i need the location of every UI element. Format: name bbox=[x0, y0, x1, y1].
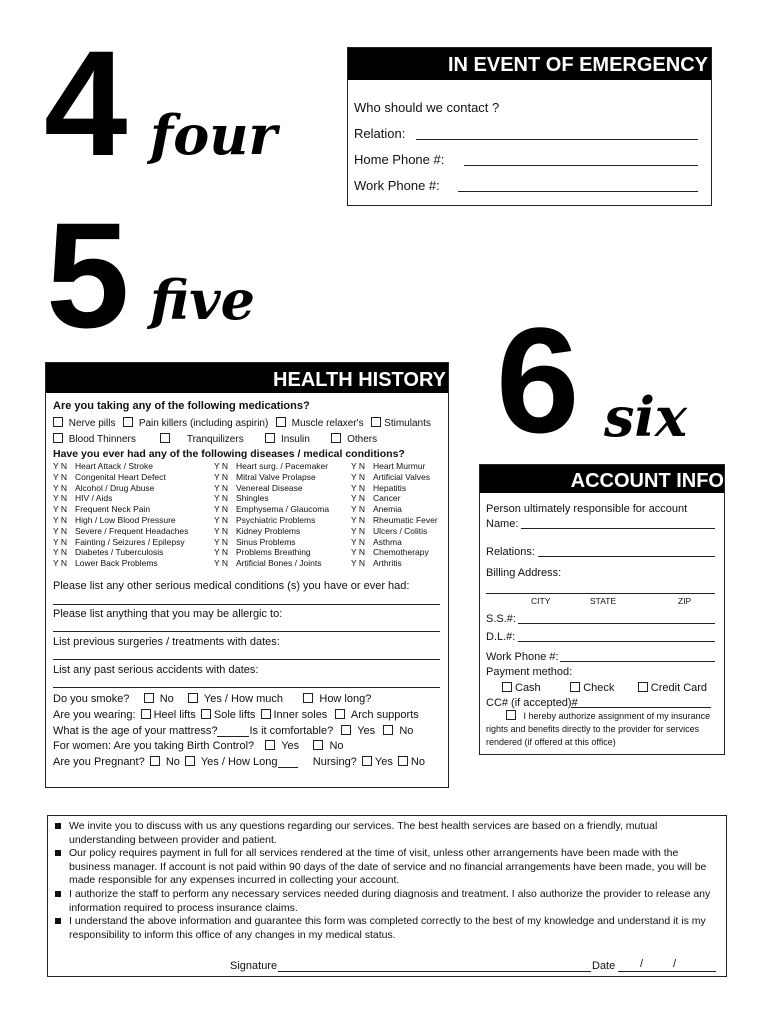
condition-row bbox=[53, 515, 188, 526]
tranquilizers-label: Tranquilizers bbox=[186, 434, 244, 445]
condition-row bbox=[53, 493, 188, 504]
condition-label: Lower Back Problems bbox=[75, 558, 158, 569]
signature-label: Signature bbox=[230, 960, 278, 972]
yes-no-selector[interactable]: Y N bbox=[351, 547, 366, 558]
yes-no-selector[interactable]: Y N bbox=[351, 525, 366, 536]
condition-label: Diabetes / Tuberculosis bbox=[75, 547, 164, 558]
stimulants-checkbox[interactable] bbox=[371, 417, 381, 427]
others-checkbox[interactable] bbox=[331, 433, 341, 443]
pregnant-yes-checkbox[interactable] bbox=[185, 756, 195, 766]
condition-row bbox=[351, 558, 438, 569]
comfortable-yes-label: Yes bbox=[357, 725, 376, 737]
agreement-item bbox=[55, 888, 715, 915]
payment-method-label: Payment method: bbox=[486, 666, 573, 678]
smoke-long-label: How long? bbox=[319, 693, 372, 705]
condition-label: Cancer bbox=[373, 493, 401, 504]
bullet-square-icon bbox=[55, 918, 61, 924]
yes-no-selector[interactable]: Y N bbox=[53, 482, 68, 493]
agreement-text: I understand the above information and guarantee this form was completed correctly to the best of my knowledge and understand it is my responsibility to inform this office of any changes in my medical status. bbox=[69, 915, 706, 941]
condition-label: Frequent Neck Pain bbox=[75, 504, 151, 515]
bullet-square-icon bbox=[55, 850, 61, 856]
condition-label: Rheumatic Fever bbox=[373, 514, 438, 525]
emergency-box bbox=[347, 47, 712, 206]
section-word-six: six bbox=[604, 385, 688, 449]
condition-label: Alcohol / Drug Abuse bbox=[75, 482, 155, 493]
dl-field[interactable] bbox=[518, 641, 715, 642]
account-info-box bbox=[479, 464, 725, 755]
nerve-pills-label: Nerve pills bbox=[68, 418, 116, 429]
yes-no-selector[interactable]: Y N bbox=[214, 514, 229, 525]
condition-row bbox=[53, 526, 188, 537]
agreement-box bbox=[47, 815, 727, 977]
ss-field[interactable] bbox=[518, 623, 715, 624]
condition-label: Artificial Valves bbox=[373, 471, 430, 482]
section-number-6: 6 bbox=[496, 296, 580, 464]
accidents-field[interactable] bbox=[53, 687, 440, 688]
condition-label: Asthma bbox=[373, 536, 402, 547]
condition-label: Arthritis bbox=[373, 558, 402, 569]
pregnant-yes-label: Yes / How Long bbox=[200, 756, 278, 768]
condition-row bbox=[214, 493, 329, 504]
authorize-text: I hereby authorize assignment of my insurance rights and benefits directly to the provider for services rendered (if offered at this office) bbox=[486, 711, 711, 747]
account-name-label: Name: bbox=[486, 518, 519, 530]
yes-no-selector[interactable]: Y N bbox=[53, 558, 68, 569]
sole-lifts-checkbox[interactable] bbox=[201, 709, 211, 719]
yes-no-selector[interactable]: Y N bbox=[351, 514, 366, 525]
condition-row bbox=[53, 472, 188, 483]
condition-row bbox=[53, 547, 188, 558]
stimulants-label: Stimulants bbox=[384, 418, 431, 429]
smoke-question: Do you smoke? bbox=[53, 693, 130, 705]
condition-label: Heart Murmur bbox=[373, 461, 426, 471]
yes-no-selector[interactable]: Y N bbox=[351, 482, 366, 493]
wearing-question: Are you wearing: bbox=[53, 709, 136, 721]
others-label: Others bbox=[347, 434, 378, 445]
pregnant-no-checkbox[interactable] bbox=[150, 756, 160, 766]
nursing-no-label: No bbox=[410, 756, 425, 768]
section-number-4: 4 bbox=[44, 19, 128, 187]
pain-killers-checkbox[interactable] bbox=[123, 417, 133, 427]
blood-thinners-label: Blood Thinners bbox=[68, 434, 136, 445]
yes-no-selector[interactable]: Y N bbox=[53, 461, 68, 471]
section-word-five: five bbox=[150, 268, 255, 332]
muscle-relaxers-checkbox[interactable] bbox=[276, 417, 286, 427]
mattress-row bbox=[53, 725, 413, 737]
yes-no-selector[interactable]: Y N bbox=[53, 536, 68, 547]
surgeries-label: List previous surgeries / treatments with dates: bbox=[53, 636, 280, 648]
yes-no-selector[interactable]: Y N bbox=[214, 536, 229, 547]
birth-control-yes-label: Yes bbox=[281, 740, 300, 752]
emergency-title: IN EVENT OF EMERGENCY bbox=[348, 48, 711, 80]
condition-label: Fainting / Seizures / Epilepsy bbox=[75, 536, 185, 547]
nursing-question: Nursing? bbox=[312, 756, 357, 768]
account-name-field[interactable] bbox=[521, 528, 715, 529]
condition-label: Kidney Problems bbox=[236, 525, 301, 536]
dl-label: D.L.#: bbox=[486, 631, 516, 643]
smoke-no-label: No bbox=[159, 693, 174, 705]
yes-no-selector[interactable]: Y N bbox=[214, 471, 229, 482]
nursing-yes-checkbox[interactable] bbox=[362, 756, 372, 766]
yes-no-selector[interactable]: Y N bbox=[214, 493, 229, 504]
condition-label: Problems Breathing bbox=[236, 547, 311, 558]
medications-question: Are you taking any of the following medications? bbox=[53, 400, 310, 412]
signature-field[interactable] bbox=[278, 971, 591, 972]
condition-row bbox=[53, 461, 188, 472]
heel-lifts-checkbox[interactable] bbox=[141, 709, 151, 719]
emergency-home-phone-label: Home Phone #: bbox=[354, 152, 445, 167]
agreement-item bbox=[55, 847, 715, 888]
birth-control-yes-checkbox[interactable] bbox=[265, 740, 275, 750]
work-phone-label: Work Phone #: bbox=[486, 651, 559, 663]
condition-row bbox=[351, 483, 438, 494]
nursing-yes-label: Yes bbox=[374, 756, 393, 768]
responsible-person-label: Person ultimately responsible for account bbox=[486, 503, 688, 515]
condition-row bbox=[214, 504, 329, 515]
nursing-no-checkbox[interactable] bbox=[398, 756, 408, 766]
condition-row bbox=[351, 472, 438, 483]
wearing-row bbox=[53, 709, 419, 721]
condition-label: Chemotherapy bbox=[373, 547, 429, 558]
insulin-label: Insulin bbox=[280, 434, 310, 445]
condition-row bbox=[351, 515, 438, 526]
bullet-square-icon bbox=[55, 823, 61, 829]
pain-killers-label: Pain killers (including aspirin) bbox=[138, 418, 269, 429]
comfortable-no-checkbox[interactable] bbox=[383, 725, 393, 735]
bullet-square-icon bbox=[55, 891, 61, 897]
inner-soles-label: Inner soles bbox=[273, 709, 328, 721]
condition-row bbox=[351, 504, 438, 515]
condition-label: Emphysema / Glaucoma bbox=[236, 504, 330, 515]
condition-row bbox=[214, 515, 329, 526]
pregnant-row bbox=[53, 756, 425, 768]
authorize-checkbox[interactable] bbox=[506, 710, 516, 720]
work-phone-field[interactable] bbox=[560, 661, 715, 662]
yes-no-selector[interactable]: Y N bbox=[53, 547, 68, 558]
birth-control-row bbox=[53, 740, 344, 752]
ss-label: S.S.#: bbox=[486, 613, 516, 625]
other-conditions-label: Please list any other serious medical conditions (s) you have or ever had: bbox=[53, 580, 410, 592]
zip-label: ZIP bbox=[678, 596, 692, 606]
condition-row bbox=[53, 483, 188, 494]
relations-label: Relations: bbox=[486, 546, 535, 558]
condition-label: Anemia bbox=[373, 504, 402, 515]
emergency-work-phone-label: Work Phone #: bbox=[354, 178, 440, 193]
arch-supports-checkbox[interactable] bbox=[335, 709, 345, 719]
agreement-item bbox=[55, 820, 715, 847]
comfortable-no-label: No bbox=[399, 725, 414, 737]
smoke-yes-label: Yes / How much bbox=[203, 693, 283, 705]
emergency-home-phone-field[interactable] bbox=[464, 165, 698, 166]
condition-row bbox=[351, 461, 438, 472]
condition-row bbox=[214, 461, 329, 472]
blood-thinners-checkbox[interactable] bbox=[53, 433, 63, 443]
medications-row-1 bbox=[51, 417, 431, 429]
yes-no-selector[interactable]: Y N bbox=[214, 547, 229, 558]
yes-no-selector[interactable]: Y N bbox=[53, 504, 68, 515]
smoke-row bbox=[53, 693, 371, 705]
condition-row bbox=[214, 483, 329, 494]
yes-no-selector[interactable]: Y N bbox=[214, 558, 229, 569]
yes-no-selector[interactable]: Y N bbox=[351, 504, 366, 515]
smoke-yes-checkbox[interactable] bbox=[188, 693, 198, 703]
check-label: Check bbox=[583, 682, 615, 694]
date-field[interactable] bbox=[618, 971, 716, 972]
condition-row bbox=[53, 558, 188, 569]
cash-label: Cash bbox=[515, 682, 541, 694]
condition-row bbox=[351, 537, 438, 548]
yes-no-selector[interactable]: Y N bbox=[53, 525, 68, 536]
condition-row bbox=[214, 526, 329, 537]
yes-no-selector[interactable]: Y N bbox=[53, 514, 68, 525]
health-history-box bbox=[45, 362, 449, 788]
section-number-5: 5 bbox=[46, 191, 130, 359]
diseases-question: Have you ever had any of the following diseases / medical conditions? bbox=[53, 448, 405, 460]
birth-control-no-checkbox[interactable] bbox=[313, 740, 323, 750]
emergency-work-phone-field[interactable] bbox=[458, 191, 698, 192]
condition-row bbox=[214, 537, 329, 548]
condition-label: Severe / Frequent Headaches bbox=[75, 525, 189, 536]
conditions-column-1 bbox=[53, 461, 188, 569]
surgeries-field[interactable] bbox=[53, 659, 440, 660]
emergency-relation-label: Relation: bbox=[354, 126, 406, 141]
pregnant-how-long-field[interactable] bbox=[278, 757, 298, 768]
account-info-title: ACCOUNT INFO bbox=[480, 465, 724, 493]
relations-field[interactable] bbox=[538, 556, 715, 557]
emergency-relation-field[interactable] bbox=[416, 139, 698, 140]
condition-label: High / Low Blood Pressure bbox=[75, 514, 176, 525]
yes-no-selector[interactable]: Y N bbox=[351, 558, 366, 569]
date-label: Date bbox=[592, 960, 616, 972]
condition-row bbox=[53, 504, 188, 515]
condition-label: Heart surg. / Pacemaker bbox=[236, 461, 329, 471]
yes-no-selector[interactable]: Y N bbox=[214, 482, 229, 493]
inner-soles-checkbox[interactable] bbox=[261, 709, 271, 719]
agreement-item bbox=[55, 915, 715, 942]
condition-label: Heart Attack / Stroke bbox=[75, 461, 153, 471]
payment-options bbox=[500, 682, 707, 694]
yes-no-selector[interactable]: Y N bbox=[53, 471, 68, 482]
emergency-question: Who should we contact ? bbox=[354, 100, 500, 115]
smoke-no-checkbox[interactable] bbox=[144, 693, 154, 703]
condition-label: Congenital Heart Defect bbox=[75, 471, 166, 482]
tranquilizers-checkbox[interactable] bbox=[160, 433, 170, 443]
billing-address-field[interactable] bbox=[486, 593, 715, 594]
yes-no-selector[interactable]: Y N bbox=[351, 471, 366, 482]
arch-supports-label: Arch supports bbox=[350, 709, 419, 721]
medications-row-2 bbox=[51, 433, 377, 445]
pregnant-no-label: No bbox=[165, 756, 180, 768]
other-conditions-field[interactable] bbox=[53, 604, 440, 605]
condition-label: Venereal Disease bbox=[236, 482, 303, 493]
agreement-text: Our policy requires payment in full for all services rendered at the time of visit, unless other arrangements have been made with the business manager. If account is not paid within 90 days of the date of service and no financial arrangements have been made, you will be made responsible for any expenses incurred in collecting your account. bbox=[69, 847, 707, 887]
yes-no-selector[interactable]: Y N bbox=[214, 461, 229, 471]
health-history-title: HEALTH HISTORY bbox=[46, 363, 448, 393]
check-checkbox[interactable] bbox=[570, 682, 580, 692]
credit-card-checkbox[interactable] bbox=[638, 682, 648, 692]
accidents-label: List any past serious accidents with dates: bbox=[53, 664, 259, 676]
authorize-assignment bbox=[486, 710, 722, 748]
state-label: STATE bbox=[590, 596, 617, 606]
birth-control-no-label: No bbox=[329, 740, 344, 752]
birth-control-question: For women: Are you taking Birth Control? bbox=[53, 740, 255, 752]
agreement-list bbox=[55, 820, 715, 942]
condition-row bbox=[351, 493, 438, 504]
yes-no-selector[interactable]: Y N bbox=[351, 461, 366, 471]
condition-row bbox=[214, 558, 329, 569]
billing-address-label: Billing Address: bbox=[486, 567, 562, 579]
conditions-column-2 bbox=[214, 461, 329, 569]
condition-label: Shingles bbox=[236, 493, 269, 504]
condition-row bbox=[214, 547, 329, 558]
insulin-checkbox[interactable] bbox=[265, 433, 275, 443]
date-slash-2: / bbox=[673, 958, 677, 970]
cc-field[interactable] bbox=[571, 707, 711, 708]
condition-label: Mitral Valve Prolapse bbox=[236, 471, 316, 482]
yes-no-selector[interactable]: Y N bbox=[351, 536, 366, 547]
mattress-comfortable-question: Is it comfortable? bbox=[249, 725, 334, 737]
condition-label: Ulcers / Colitis bbox=[373, 525, 428, 536]
cash-checkbox[interactable] bbox=[502, 682, 512, 692]
section-word-four: four bbox=[150, 103, 277, 167]
credit-card-label: Credit Card bbox=[650, 682, 708, 694]
heel-lifts-label: Heel lifts bbox=[153, 709, 196, 721]
mattress-age-field[interactable] bbox=[217, 726, 249, 737]
agreement-text: I authorize the staff to perform any necessary services needed during diagnosis and treatment. I also authorize the provider to release any information required to process insurance claims. bbox=[69, 887, 711, 914]
condition-label: Artificial Bones / Joints bbox=[236, 558, 322, 569]
condition-row bbox=[351, 547, 438, 558]
yes-no-selector[interactable]: Y N bbox=[53, 493, 68, 504]
conditions-column-3 bbox=[351, 461, 438, 569]
condition-label: HIV / Aids bbox=[75, 493, 113, 504]
smoke-long-checkbox[interactable] bbox=[303, 693, 313, 703]
yes-no-selector[interactable]: Y N bbox=[351, 493, 366, 504]
condition-label: Hepatitis bbox=[373, 482, 407, 493]
allergies-field[interactable] bbox=[53, 631, 440, 632]
muscle-relaxers-label: Muscle relaxer's bbox=[291, 418, 364, 429]
condition-label: Psychiatric Problems bbox=[236, 514, 316, 525]
condition-row bbox=[351, 526, 438, 537]
cc-label: CC# (if accepted)# bbox=[486, 697, 578, 709]
sole-lifts-label: Sole lifts bbox=[213, 709, 256, 721]
mattress-question: What is the age of your mattress? bbox=[53, 725, 218, 737]
condition-row bbox=[214, 472, 329, 483]
agreement-text: We invite you to discuss with us any questions regarding our services. The best health services are based on a friendly, mutual understanding between provider and patient. bbox=[69, 820, 658, 846]
date-slash-1: / bbox=[640, 958, 644, 970]
city-label: CITY bbox=[531, 596, 551, 606]
yes-no-selector[interactable]: Y N bbox=[214, 525, 229, 536]
condition-row bbox=[53, 537, 188, 548]
nerve-pills-checkbox[interactable] bbox=[53, 417, 63, 427]
pregnant-question: Are you Pregnant? bbox=[53, 756, 145, 768]
comfortable-yes-checkbox[interactable] bbox=[341, 725, 351, 735]
condition-label: Sinus Problems bbox=[236, 536, 296, 547]
allergies-label: Please list anything that you may be allergic to: bbox=[53, 608, 283, 620]
yes-no-selector[interactable]: Y N bbox=[214, 504, 229, 515]
